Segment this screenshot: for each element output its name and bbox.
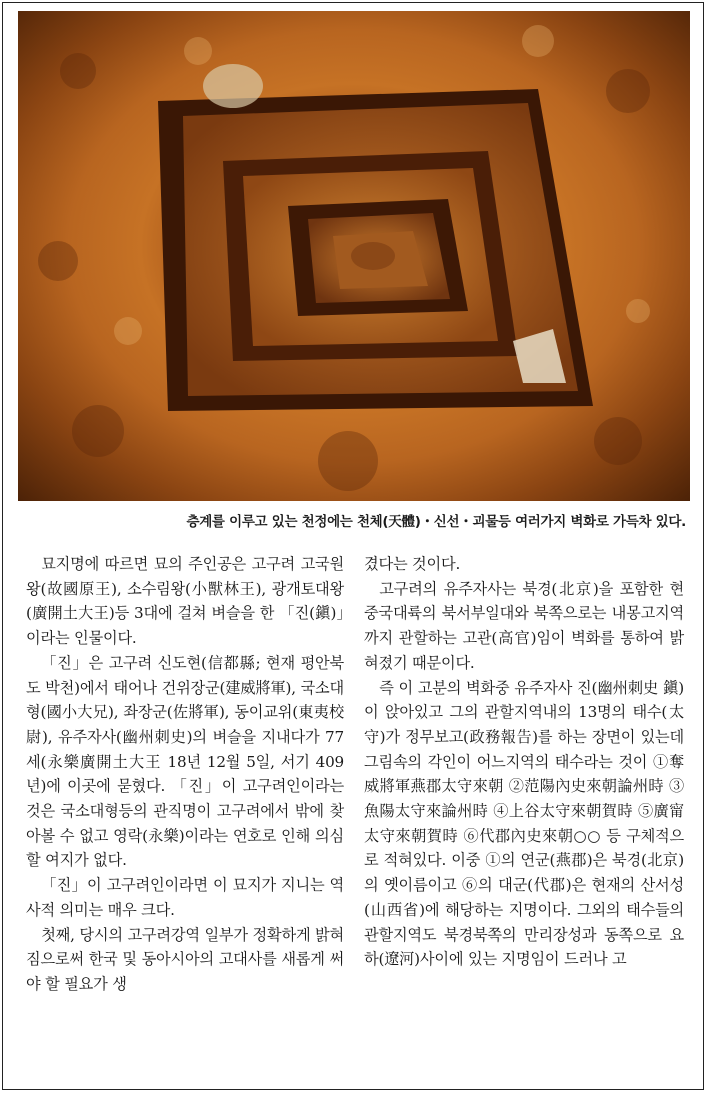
left-text-column (26, 552, 344, 997)
tomb-ceiling-photo (18, 11, 690, 501)
paragraph: 겼다는 것이다. (364, 555, 461, 573)
paragraph: 묘지명에 따르면 묘의 주인공은 고구려 고국원왕(故國原王), 소수림왕(小獸林王), 광개토대왕(廣開土大王)등 3대에 걸쳐 벼슬을 한 「진(鎭)」이라는 인물이다. (26, 555, 344, 648)
paragraph: 「진」이 고구려인이라면 이 묘지가 지니는 역사적 의미는 매우 크다. (26, 876, 344, 919)
right-text-column (364, 552, 684, 972)
paragraph: 「진」은 고구려 신도현(信都縣; 현재 평안북도 박천)에서 태어나 건위장군(建威將軍), 국소대형(國小大兄), 좌장군(佐將軍), 동이교위(東夷校尉), 유주자사(幽州刺史)의 벼슬을 지내다가 77세(永樂廣開土大王 18년 12월 5일, 서기 409년)에 이곳에 묻혔다. 「진」이 고구려인이라는 것은 국소대형등의 관직명이 고구려에서 밖에 찾아볼 수 없고 영락(永樂)이라는 연호로 인해 의심할 여지가 없다. (26, 653, 344, 870)
photo-caption: 층계를 이루고 있는 천정에는 천체(天體)・신선・괴물등 여러가지 벽화로 가득차 있다. (186, 514, 686, 530)
paragraph: 고구려의 유주자사는 북경(北京)을 포함한 현 중국대륙의 북서부일대와 북쪽으로는 내몽고지역까지 관할하는 고관(高官)임이 벽화를 통하여 밝혀졌기 때문이다. (364, 579, 684, 672)
paragraph: 첫째, 당시의 고구려강역 일부가 정확하게 밝혀짐으로써 한국 및 동아시아의 고대사를 새롭게 써야 할 필요가 생 (26, 925, 344, 993)
tomb-ceiling-illustration (18, 11, 690, 501)
paragraph: 즉 이 고분의 벽화중 유주자사 진(幽州刺史 鎭)이 앉아있고 그의 관할지역내의 13명의 태수(太守)가 정무보고(政務報告)를 하는 장면이 있는데 그림속의 각인이 어느지역의 태수라는 것이 ①奪威將軍燕郡太守來朝 ②范陽內史來朝論州時 ③魚陽太守來論州時 ④上谷太守來朝賀時 ⑤廣甯太守來朝賀時 ⑥代郡內史來朝○○ 등 구체적으로 적혀있다. 이중 ①의 연군(燕郡)은 북경(北京)의 옛이름이고 ⑥의 대군(代郡)은 현재의 산서성(山西省)에 해당하는 지명이다. 그외의 태수들의 관할지역도 북경북쪽의 만리장성과 동쪽으로 요하(遼河)사이에 있는 지명임이 드러나 고 (364, 678, 684, 969)
